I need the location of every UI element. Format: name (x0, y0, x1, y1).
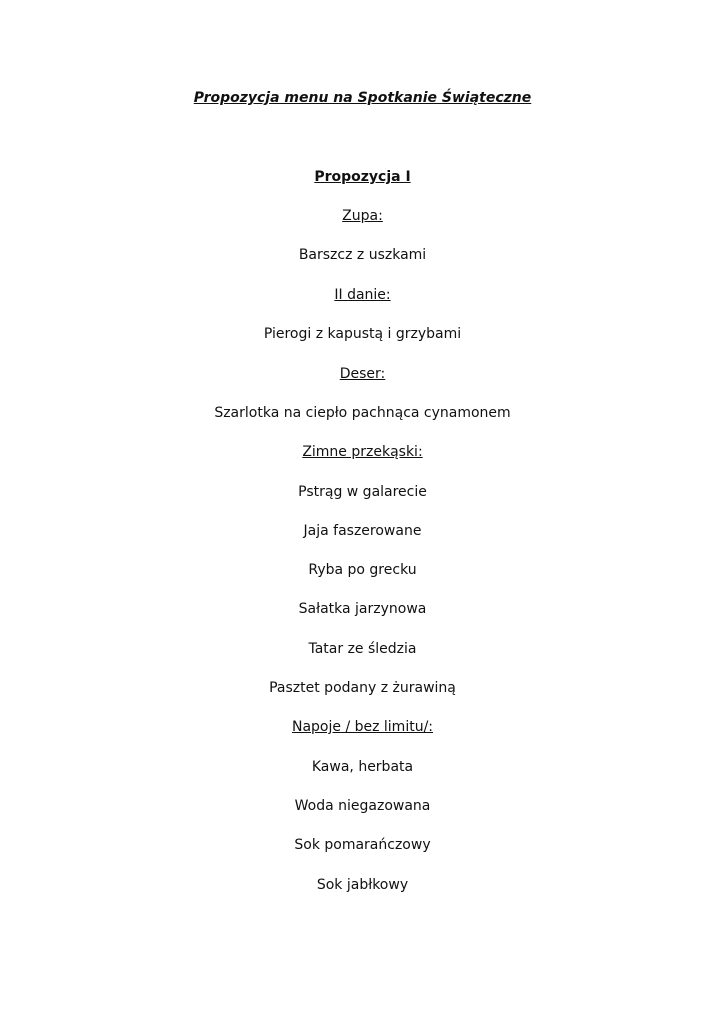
drinks-heading: Napoje / bez limitu/: (291, 719, 434, 735)
main-course-item: Pierogi z kapustą i grzybami (263, 326, 462, 342)
drink-item: Sok jabłkowy (316, 877, 409, 893)
soup-item: Barszcz z uszkami (298, 247, 427, 263)
cold-appetizer-item: Tatar ze śledzia (308, 641, 417, 657)
proposal-label: Propozycja I (314, 169, 411, 185)
soup-heading: Zupa: (342, 208, 383, 224)
drink-item: Woda niegazowana (294, 798, 431, 814)
cold-appetizer-item: Pstrąg w galarecie (298, 484, 427, 500)
drink-item: Kawa, herbata (311, 759, 414, 775)
cold-appetizer-item: Jaja faszerowane (303, 523, 422, 539)
dessert-heading: Deser: (339, 366, 386, 382)
drink-item: Sok pomarańczowy (294, 837, 431, 853)
page-title: Propozycja menu na Spotkanie Świąteczne (193, 90, 532, 106)
cold-appetizer-item: Ryba po grecku (308, 562, 417, 578)
cold-appetizer-item: Sałatka jarzynowa (298, 601, 427, 617)
main-course-heading: II danie: (334, 287, 391, 303)
dessert-item: Szarlotka na ciepło pachnąca cynamonem (214, 405, 511, 421)
cold-appetizers-heading: Zimne przekąski: (302, 444, 423, 460)
cold-appetizer-item: Pasztet podany z żurawiną (269, 680, 456, 696)
